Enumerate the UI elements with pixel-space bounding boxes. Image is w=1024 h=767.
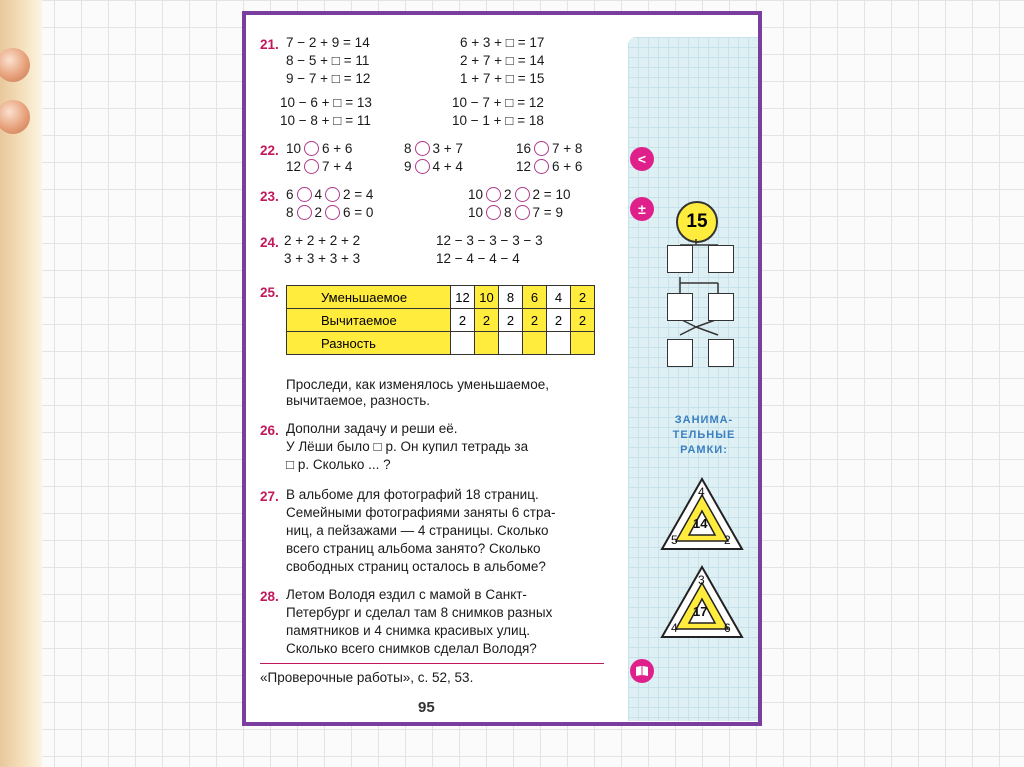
caption-line: РАМКИ: — [680, 444, 728, 456]
triangle-left: 5 — [671, 533, 678, 547]
empty-box — [708, 339, 734, 367]
plus-minus-icon: ± — [630, 197, 654, 221]
table-cell: 2 — [451, 309, 475, 332]
equation: 6 + 3 + □ = 17 — [460, 35, 545, 50]
comparison: 8 3 + 7 — [404, 141, 463, 156]
table-cell: 2 — [571, 309, 595, 332]
sign-puzzle: 10 2 2 = 10 — [468, 187, 571, 202]
equation: 10 − 8 + □ = 11 — [280, 113, 371, 128]
exercise-number: 22. — [260, 143, 279, 158]
triangle-right: 6 — [724, 621, 731, 635]
subtraction-table — [286, 285, 595, 355]
page-number: 95 — [418, 699, 435, 716]
table-cell — [475, 332, 499, 355]
exercise-number: 21. — [260, 37, 279, 52]
triangle-top: 4 — [698, 485, 705, 499]
textbook-page — [242, 11, 762, 726]
task-text: □ р. Сколько ... ? — [286, 457, 391, 472]
equation: 7 − 2 + 9 = 14 — [286, 35, 370, 50]
comparison: 12 6 + 6 — [516, 159, 583, 174]
compare-sign-icon: < — [630, 147, 654, 171]
sign-puzzle: 8 2 6 = 0 — [286, 205, 374, 220]
sign-circle — [297, 205, 312, 220]
exercise-number: 23. — [260, 189, 279, 204]
compare-circle — [415, 141, 430, 156]
table-cell: 8 — [499, 286, 523, 309]
triangle-top: 3 — [698, 573, 705, 587]
sign-circle — [297, 187, 312, 202]
table-cell: 2 — [475, 309, 499, 332]
table-row — [287, 309, 595, 332]
reference-text: «Проверочные работы», с. 52, 53. — [260, 670, 474, 685]
compare-circle — [304, 141, 319, 156]
table-cell: 2 — [499, 309, 523, 332]
row-header: Уменьшаемое — [287, 286, 451, 309]
exercise-number: 25. — [260, 285, 279, 300]
task-text: ниц, а пейзажами — 4 страницы. Сколько — [286, 523, 549, 538]
equation: 1 + 7 + □ = 15 — [460, 71, 545, 86]
left-decoration — [0, 0, 42, 767]
expression: 12 − 3 − 3 − 3 − 3 — [436, 233, 543, 248]
table-cell — [451, 332, 475, 355]
equation: 2 + 7 + □ = 14 — [460, 53, 545, 68]
exercise-number: 26. — [260, 423, 279, 438]
sign-circle — [325, 205, 340, 220]
book-icon — [630, 659, 654, 683]
task-text: У Лёши было □ р. Он купил тетрадь за — [286, 439, 529, 454]
sign-puzzle: 10 8 7 = 9 — [468, 205, 563, 220]
table-cell: 6 — [523, 286, 547, 309]
task-text: Летом Володя ездил с мамой в Санкт- — [286, 587, 527, 602]
table-cell — [523, 332, 547, 355]
equation: 10 − 1 + □ = 18 — [452, 113, 544, 128]
compare-circle — [304, 159, 319, 174]
exercise-number: 28. — [260, 589, 279, 604]
table-cell: 4 — [547, 286, 571, 309]
exercise-number: 27. — [260, 489, 279, 504]
table-row — [287, 286, 595, 309]
empty-box — [667, 245, 693, 273]
comparison: 16 7 + 8 — [516, 141, 583, 156]
task-text: Семейными фотографиями заняты 6 стра- — [286, 505, 556, 520]
instruction-text: вычитаемое, разность. — [286, 393, 431, 408]
table-cell: 2 — [523, 309, 547, 332]
expression: 3 + 3 + 3 + 3 — [284, 251, 361, 266]
sign-circle — [325, 187, 340, 202]
compare-circle — [415, 159, 430, 174]
empty-box — [667, 339, 693, 367]
table-cell: 10 — [475, 286, 499, 309]
task-text: Дополни задачу и реши её. — [286, 421, 458, 436]
section-caption — [656, 413, 752, 458]
exercises-column — [246, 15, 624, 722]
table-cell: 2 — [571, 286, 595, 309]
task-text: Петербург и сделал там 8 снимков разных — [286, 605, 553, 620]
triangle-right: 2 — [724, 533, 731, 547]
sign-circle — [515, 187, 530, 202]
table-cell: 2 — [547, 309, 571, 332]
caption-line: ТЕЛЬНЫЕ — [672, 429, 736, 441]
task-text: свободных страниц осталось в альбоме? — [286, 559, 546, 574]
empty-box — [708, 293, 734, 321]
triangle-left: 4 — [671, 621, 678, 635]
triangle-sum: 17 — [693, 604, 708, 619]
table-cell: 12 — [451, 286, 475, 309]
row-header: Вычитаемое — [287, 309, 451, 332]
bead-decoration — [0, 48, 30, 82]
task-text: памятников и 4 снимка красивых улиц. — [286, 623, 531, 638]
equation: 9 − 7 + □ = 12 — [286, 71, 371, 86]
expression: 12 − 4 − 4 − 4 — [436, 251, 520, 266]
task-text: Сколько всего снимков сделал Володя? — [286, 641, 537, 656]
sign-puzzle: 6 4 2 = 4 — [286, 187, 374, 202]
row-header: Разность — [287, 332, 451, 355]
table-cell — [571, 332, 595, 355]
expression: 2 + 2 + 2 + 2 — [284, 233, 361, 248]
instruction-text: Проследи, как изменялось уменьшаемое, — [286, 377, 549, 392]
bead-decoration — [0, 100, 30, 134]
compare-circle — [534, 141, 549, 156]
sign-circle — [486, 205, 501, 220]
sign-circle — [515, 205, 530, 220]
table-cell — [547, 332, 571, 355]
comparison: 10 6 + 6 — [286, 141, 353, 156]
target-number: 15 — [676, 201, 718, 243]
empty-box — [667, 293, 693, 321]
task-text: В альбоме для фотографий 18 страниц. — [286, 487, 539, 502]
equation: 10 − 6 + □ = 13 — [280, 95, 372, 110]
compare-circle — [534, 159, 549, 174]
caption-line: ЗАНИМА- — [674, 414, 734, 426]
comparison: 9 4 + 4 — [404, 159, 463, 174]
comparison: 12 7 + 4 — [286, 159, 353, 174]
exercise-number: 24. — [260, 235, 279, 250]
table-row — [287, 332, 595, 355]
divider — [260, 663, 604, 664]
triangle-sum: 14 — [693, 516, 708, 531]
sign-circle — [486, 187, 501, 202]
equation: 8 − 5 + □ = 11 — [286, 53, 370, 68]
task-text: всего страниц альбома занято? Сколько — [286, 541, 541, 556]
table-cell — [499, 332, 523, 355]
equation: 10 − 7 + □ = 12 — [452, 95, 544, 110]
empty-box — [708, 245, 734, 273]
